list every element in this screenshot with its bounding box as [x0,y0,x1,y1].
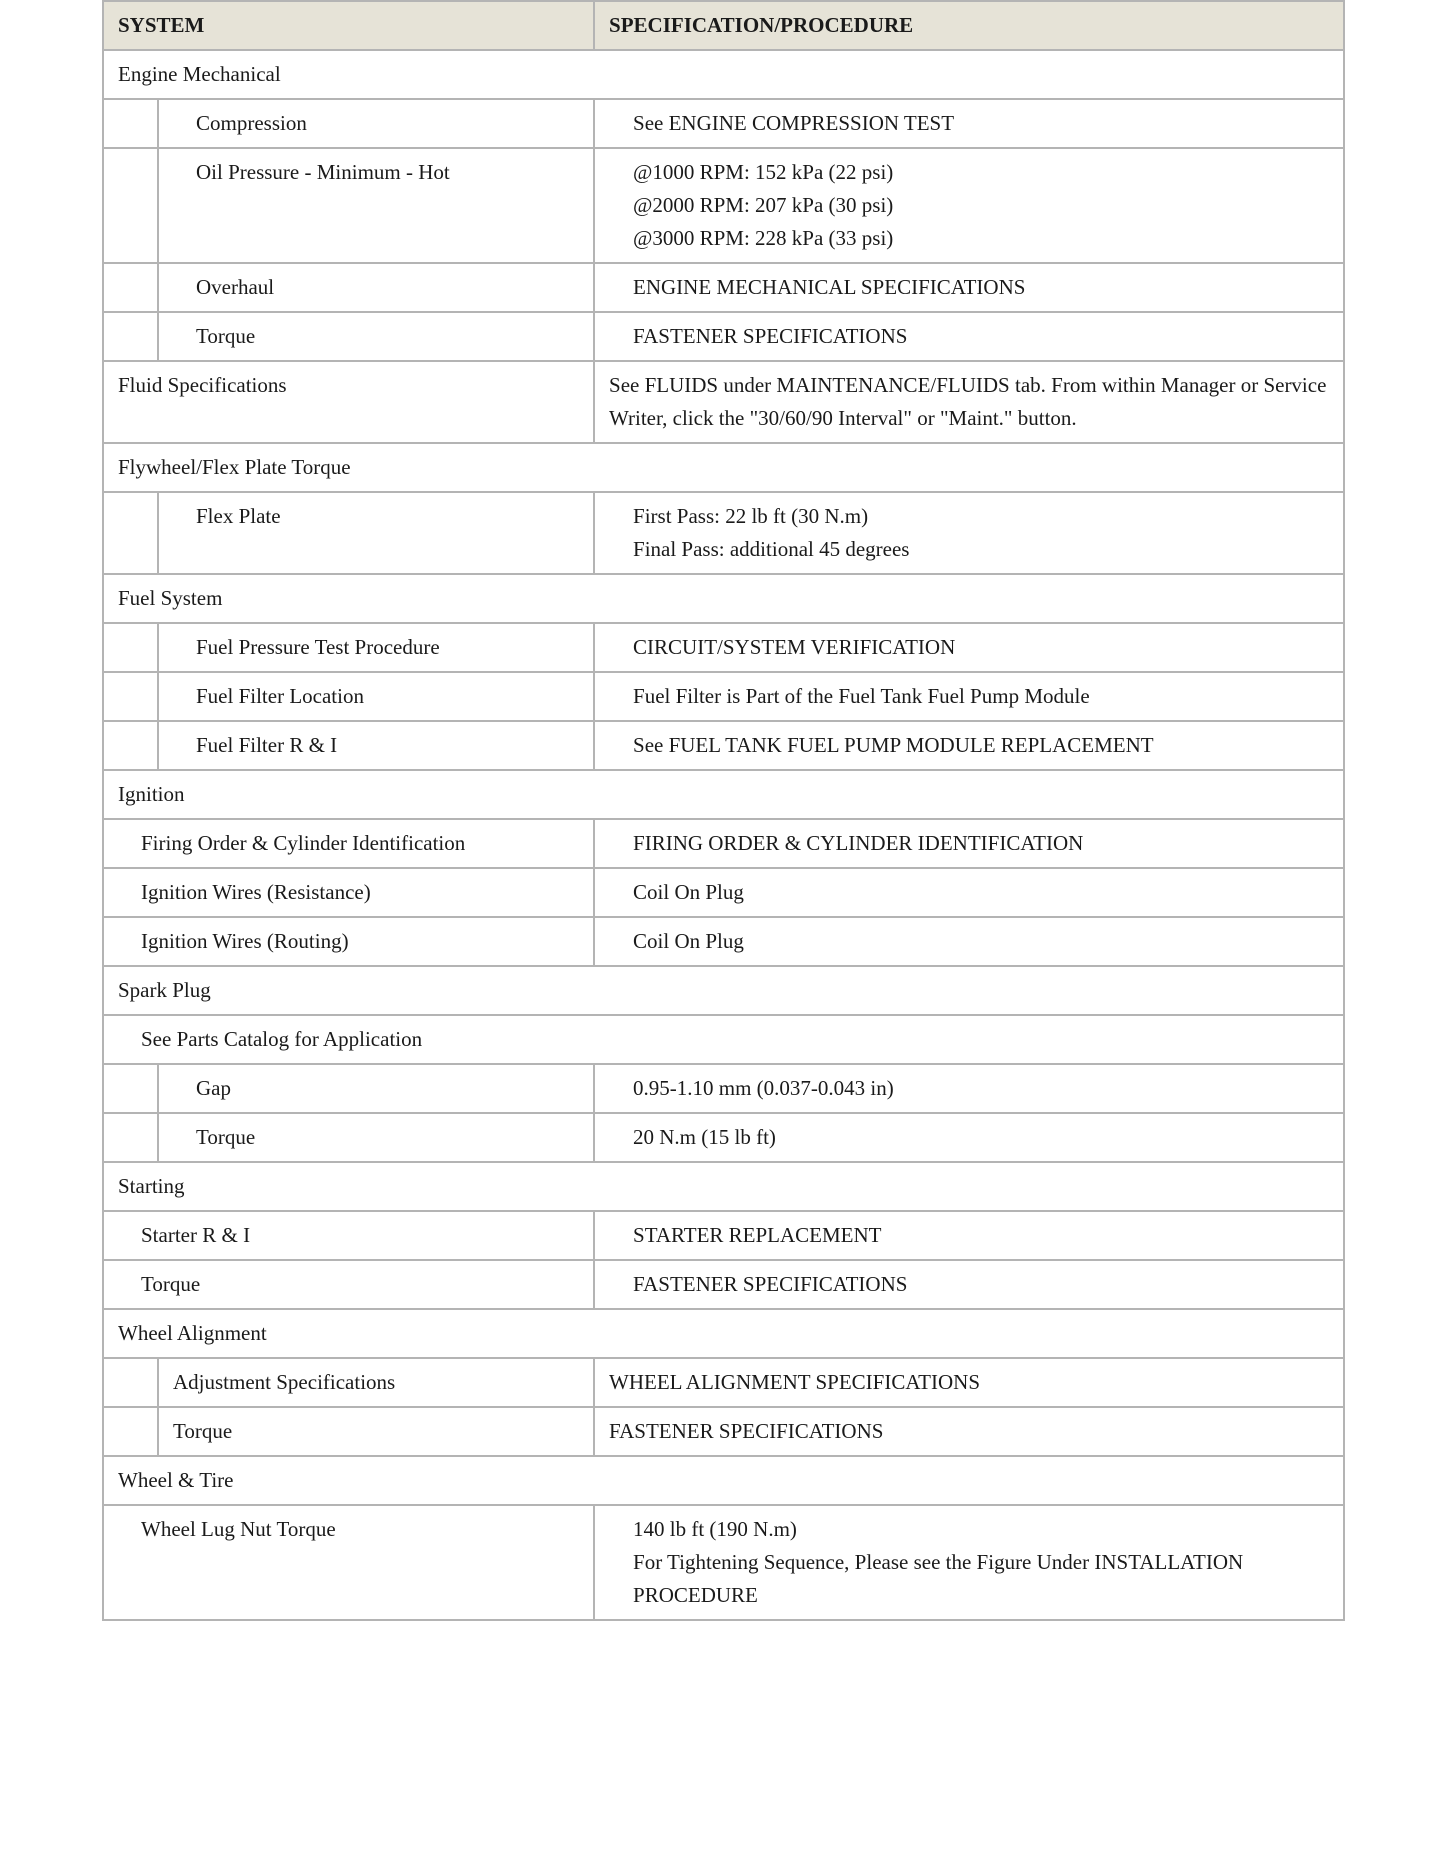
spec-line: For Tightening Sequence, Please see the Figure Under INSTALLATION PROCEDURE [633,1550,1244,1607]
indent-cell [103,263,158,312]
table-row [103,917,1344,966]
row-label: Ignition Wires (Routing) [103,917,594,966]
indent-cell [103,672,158,721]
table-row [103,1211,1344,1260]
table-row [103,1505,1344,1620]
spec-line: @1000 RPM: 152 kPa (22 psi) [633,160,894,184]
spec-line: First Pass: 22 lb ft (30 N.m) [633,504,869,528]
header-specification: SPECIFICATION/PROCEDURE [594,1,1344,50]
row-label: Firing Order & Cylinder Identification [103,819,594,868]
indent-cell [103,1113,158,1162]
row-spec: 20 N.m (15 lb ft) [594,1113,1344,1162]
section-row [103,1162,1344,1211]
section-fuel-system: Fuel System [103,574,1344,623]
indent-cell [103,623,158,672]
row-label: Flex Plate [158,492,594,574]
table-row [103,1358,1344,1407]
indent-cell [103,1358,158,1407]
table-row [103,672,1344,721]
section-wheel-alignment: Wheel Alignment [103,1309,1344,1358]
section-wheel-tire: Wheel & Tire [103,1456,1344,1505]
table-row [103,148,1344,263]
row-label: Gap [158,1064,594,1113]
spec-line: @3000 RPM: 228 kPa (33 psi) [633,226,894,250]
table-row [103,623,1344,672]
table-row [103,361,1344,443]
table-row [103,1113,1344,1162]
row-label: Starter R & I [103,1211,594,1260]
section-engine-mechanical: Engine Mechanical [103,50,1344,99]
row-spec: FASTENER SPECIFICATIONS [594,1407,1344,1456]
row-spec: CIRCUIT/SYSTEM VERIFICATION [594,623,1344,672]
section-spark-plug: Spark Plug [103,966,1344,1015]
table-row [103,1407,1344,1456]
subsection-parts-catalog: See Parts Catalog for Application [103,1015,1344,1064]
row-spec: ENGINE MECHANICAL SPECIFICATIONS [594,263,1344,312]
row-label: Fuel Pressure Test Procedure [158,623,594,672]
row-spec: FASTENER SPECIFICATIONS [594,1260,1344,1309]
section-row [103,50,1344,99]
row-label: Overhaul [158,263,594,312]
section-row [103,770,1344,819]
table-row [103,99,1344,148]
indent-cell [103,1064,158,1113]
table-row [103,263,1344,312]
indent-cell [103,492,158,574]
row-spec: See FUEL TANK FUEL PUMP MODULE REPLACEMENT [594,721,1344,770]
row-label: Compression [158,99,594,148]
section-row [103,1309,1344,1358]
table-row [103,819,1344,868]
row-spec: 0.95-1.10 mm (0.037-0.043 in) [594,1064,1344,1113]
indent-cell [103,1407,158,1456]
table-row [103,1260,1344,1309]
spec-line: Final Pass: additional 45 degrees [633,537,910,561]
table-row [103,721,1344,770]
header-system: SYSTEM [103,1,594,50]
spec-line: 140 lb ft (190 N.m) [633,1517,797,1541]
row-label: Ignition Wires (Resistance) [103,868,594,917]
row-spec: FASTENER SPECIFICATIONS [594,312,1344,361]
spec-line: @2000 RPM: 207 kPa (30 psi) [633,193,894,217]
row-label: Fluid Specifications [103,361,594,443]
row-label: Adjustment Specifications [158,1358,594,1407]
indent-cell [103,312,158,361]
row-spec: See FLUIDS under MAINTENANCE/FLUIDS tab. From within Manager or Service Writer, click the "30/60/90 Interval" or "Maint." button. [594,361,1344,443]
section-row [103,443,1344,492]
table-header-row [103,1,1344,50]
row-spec [594,1505,1344,1620]
row-spec [594,492,1344,574]
specifications-table [102,0,1345,1621]
table-row [103,492,1344,574]
row-spec: WHEEL ALIGNMENT SPECIFICATIONS [594,1358,1344,1407]
section-row [103,966,1344,1015]
row-label: Torque [158,1113,594,1162]
section-ignition: Ignition [103,770,1344,819]
section-flywheel: Flywheel/Flex Plate Torque [103,443,1344,492]
row-spec [594,148,1344,263]
indent-cell [103,99,158,148]
table-row [103,1064,1344,1113]
row-spec: STARTER REPLACEMENT [594,1211,1344,1260]
indent-cell [103,721,158,770]
subsection-row [103,1015,1344,1064]
table-row [103,312,1344,361]
row-label: Wheel Lug Nut Torque [103,1505,594,1620]
row-spec: Fuel Filter is Part of the Fuel Tank Fuel Pump Module [594,672,1344,721]
section-row [103,574,1344,623]
row-spec: Coil On Plug [594,868,1344,917]
row-spec: See ENGINE COMPRESSION TEST [594,99,1344,148]
row-spec: Coil On Plug [594,917,1344,966]
row-label: Oil Pressure - Minimum - Hot [158,148,594,263]
section-starting: Starting [103,1162,1344,1211]
row-label: Fuel Filter Location [158,672,594,721]
row-label: Torque [103,1260,594,1309]
indent-cell [103,148,158,263]
section-row [103,1456,1344,1505]
row-label: Torque [158,312,594,361]
row-label: Torque [158,1407,594,1456]
table-row [103,868,1344,917]
row-label: Fuel Filter R & I [158,721,594,770]
row-spec: FIRING ORDER & CYLINDER IDENTIFICATION [594,819,1344,868]
